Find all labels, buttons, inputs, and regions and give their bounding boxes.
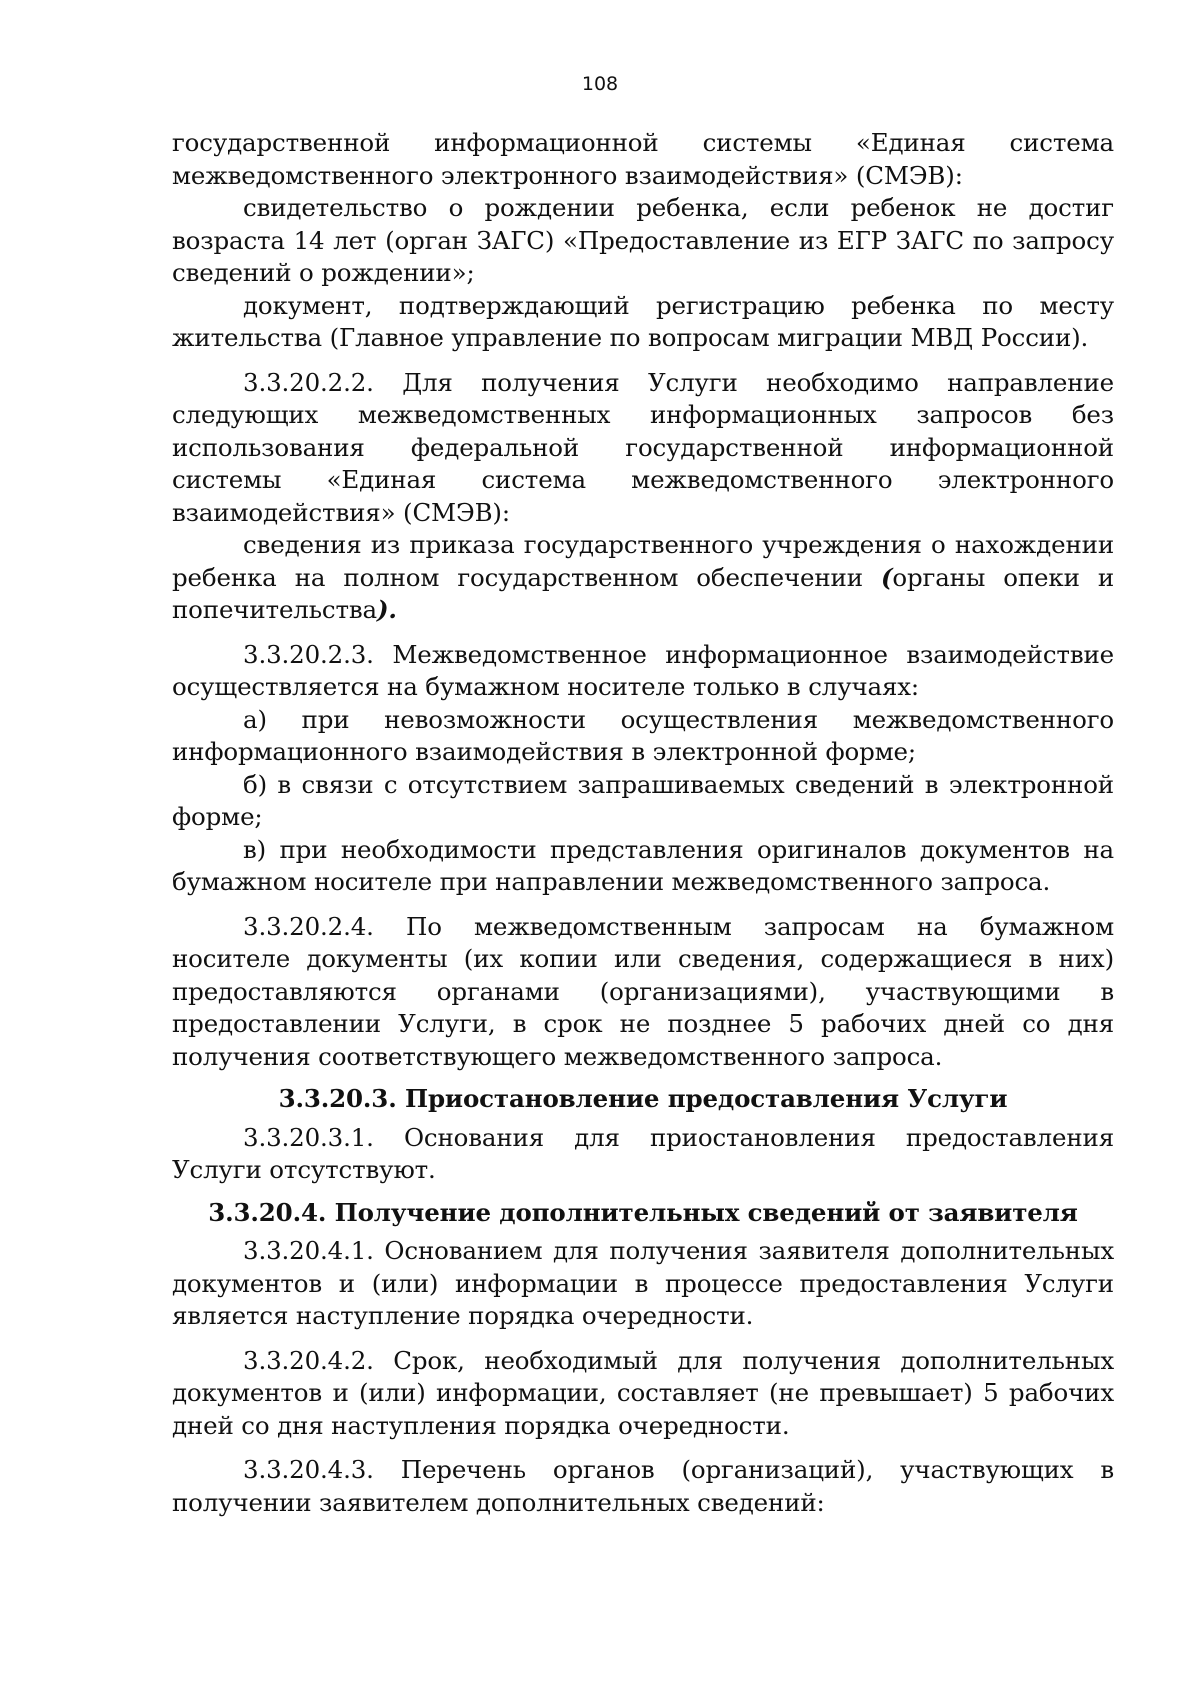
section-heading: 3.3.20.3. Приостановление предоставления Услуги: [278, 1084, 1008, 1113]
paragraph-fragment-open: (: [880, 562, 893, 592]
paragraph: [172, 529, 1114, 627]
section-heading: 3.3.20.4. Получение дополнительных сведений от заявителя: [208, 1197, 1078, 1227]
paragraph: 3.3.20.2.2. Для получения Услуги необходимо направление следующих межведомственных информационных запросов без использования федеральной государственной информационной системы «Единая система межведомственного электронного взаимодействия» (СМЭВ):: [172, 367, 1114, 527]
paragraph: 3.3.20.4.2. Срок, необходимый для получения дополнительных документов и (или) информации, составляет (не превышает) 5 рабочих дней со дня наступления порядка очередности.: [172, 1345, 1114, 1440]
paragraph: документ, подтверждающий регистрацию ребенка по месту жительства (Главное управление по вопросам миграции МВД России).: [172, 290, 1114, 352]
paragraph-fragment-close: ).: [376, 595, 397, 624]
paragraph: 3.3.20.4.3. Перечень органов (организаций), участвующих в получении заявителем дополнительных сведений:: [172, 1455, 1114, 1517]
paragraph-fragment-before: сведения из приказа государственного учреждения о нахождении ребенка на полном государственном обеспечении: [172, 530, 1114, 592]
paragraph: 3.3.20.3.1. Основания для приостановления предоставления Услуги отсутствуют.: [172, 1122, 1114, 1184]
paragraph: 3.3.20.2.3. Межведомственное информационное взаимодействие осуществляется на бумажном носителе только в случаях:: [172, 639, 1114, 701]
page-number: 108: [581, 73, 619, 95]
paragraph: государственной информационной системы «Единая система межведомственного электронного взаимодействия» (СМЭВ):: [172, 128, 1114, 190]
paragraph: а) при невозможности осуществления межведомственного информационного взаимодействия в электронной форме;: [172, 704, 1114, 766]
paragraph: 3.3.20.4.1. Основанием для получения заявителя дополнительных документов и (или) информации в процессе предоставления Услуги является наступление порядка очередности.: [172, 1236, 1114, 1330]
paragraph-fragment-middle: органы опеки и попечительства: [172, 562, 1114, 624]
paragraph: 3.3.20.2.4. По межведомственным запросам на бумажном носителе документы (их копии или сведения, содержащиеся в них) предоставляются органами (организациями), участвующими в предоставлении Услуги, в срок не позднее 5 рабочих дней со дня получения соответствующего межведомственного запроса.: [172, 911, 1114, 1071]
paragraph: б) в связи с отсутствием запрашиваемых сведений в электронной форме;: [172, 769, 1114, 831]
document-body: [172, 127, 1114, 1519]
paragraph: в) при необходимости представления оригиналов документов на бумажном носителе при направлении межведомственного запроса.: [172, 834, 1114, 896]
paragraph: свидетельство о рождении ребенка, если ребенок не достиг возраста 14 лет (орган ЗАГС) «Предоставление из ЕГР ЗАГС по запросу сведений о рождении»;: [172, 193, 1114, 287]
